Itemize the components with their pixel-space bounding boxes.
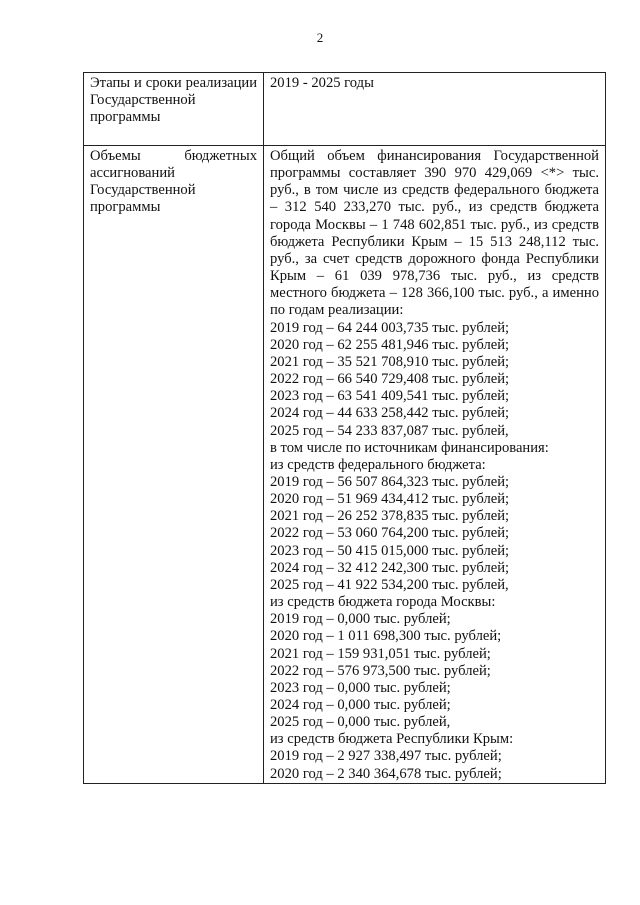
funding-line: 2019 год – 64 244 003,735 тыс. рублей; bbox=[270, 319, 510, 336]
funding-line: 2020 год – 1 011 698,300 тыс. рублей; bbox=[270, 628, 502, 645]
row-value-stages: 2019 - 2025 годы bbox=[264, 73, 606, 146]
funding-line: 2020 год – 62 255 481,946 тыс. рублей; bbox=[270, 336, 510, 353]
row-label-stages: Этапы и сроки реализации Государственной программы bbox=[84, 73, 264, 146]
funding-line: 2024 год – 32 412 242,300 тыс. рублей; bbox=[270, 559, 510, 576]
funding-line: 2019 год – 0,000 тыс. рублей; bbox=[270, 611, 451, 628]
funding-line: 2019 год – 2 927 338,497 тыс. рублей; bbox=[270, 748, 502, 765]
funding-line: 2024 год – 0,000 тыс. рублей; bbox=[270, 697, 451, 713]
funding-line: 2022 год – 53 060 764,200 тыс. рублей; bbox=[270, 525, 510, 542]
funding-line: 2021 год – 35 521 708,910 тыс. рублей; bbox=[270, 353, 510, 370]
funding-line: из средств бюджета города Москвы: bbox=[270, 594, 496, 611]
program-passport-table bbox=[83, 72, 606, 784]
funding-intro: Общий объем финансирования Государственной программы составляет 390 970 429,069 <*> тыс. руб., в том числе из средств федерального бюджета – 312 540 233,270 тыс. руб., из средств бюджета города Москвы – 1 748 602,851 тыс. руб., из средств бюджета Республики Крым – 15 513 248,112 тыс. руб., за счет средств дорожного фонда Республики Крым – 61 039 978,736 тыс. руб., из средств местного бюджета – 128 366,100 тыс. руб., а именно по годам реализации: bbox=[270, 148, 599, 319]
funding-line: 2023 год – 50 415 015,000 тыс. рублей; bbox=[270, 542, 510, 559]
funding-line: 2025 год – 41 922 534,200 тыс. рублей, bbox=[270, 576, 509, 593]
funding-line: 2019 год – 56 507 864,323 тыс. рублей; bbox=[270, 473, 510, 490]
funding-line: из средств федерального бюджета: bbox=[270, 456, 486, 473]
funding-line: 2020 год – 2 340 364,678 тыс. рублей; bbox=[270, 765, 502, 782]
row-value-budget bbox=[264, 146, 606, 784]
funding-line: из средств бюджета Республики Крым: bbox=[270, 731, 514, 748]
page-number: 2 bbox=[316, 30, 324, 45]
funding-line: 2023 год – 63 541 409,541 тыс. рублей; bbox=[270, 388, 510, 405]
funding-line: 2025 год – 54 233 837,087 тыс. рублей, bbox=[270, 422, 509, 439]
row-label-budget: Объемы бюджетных ассигнований Государственной программы bbox=[84, 146, 264, 784]
funding-line: 2021 год – 159 931,051 тыс. рублей; bbox=[270, 645, 491, 662]
funding-line: 2025 год – 0,000 тыс. рублей, bbox=[270, 714, 451, 731]
funding-line: 2024 год – 44 633 258,442 тыс. рублей; bbox=[270, 405, 510, 422]
funding-line: в том числе по источникам финансирования: bbox=[270, 439, 549, 456]
funding-line: 2022 год – 576 973,500 тыс. рублей; bbox=[270, 662, 491, 679]
funding-line: 2023 год – 0,000 тыс. рублей; bbox=[270, 679, 451, 696]
funding-line: 2021 год – 26 252 378,835 тыс. рублей; bbox=[270, 508, 510, 525]
funding-lines bbox=[270, 320, 599, 783]
funding-line: 2022 год – 66 540 729,408 тыс. рублей; bbox=[270, 371, 510, 388]
funding-line: 2020 год – 51 969 434,412 тыс. рублей; bbox=[270, 491, 510, 508]
table-row bbox=[84, 73, 606, 146]
table-row bbox=[84, 146, 606, 784]
